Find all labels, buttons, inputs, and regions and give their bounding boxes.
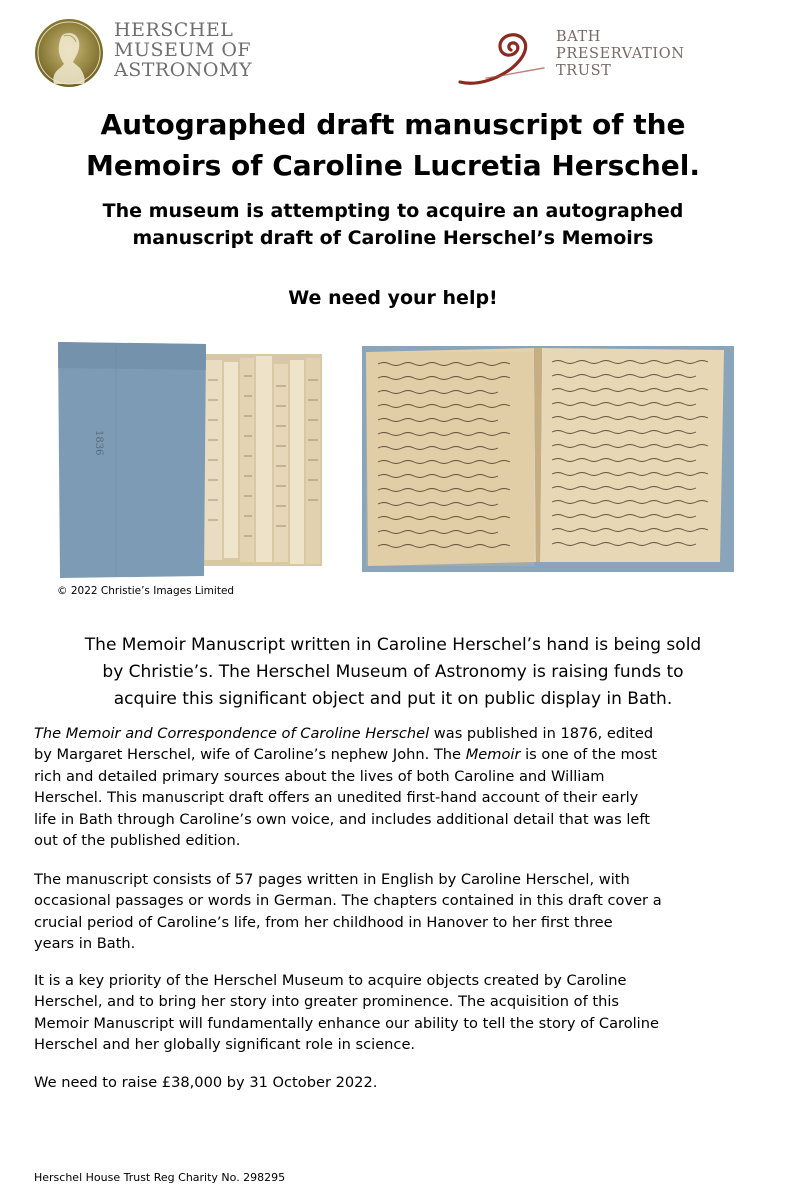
- manuscript-closed-photo: [56, 340, 324, 580]
- portrait-medallion-icon: [34, 18, 104, 88]
- p1-line-4: Herschel. This manuscript draft offers an unedited first-hand account of their early: [34, 789, 639, 807]
- p1-line-2-b: is one of the most: [520, 746, 657, 764]
- p1-line-6: out of the published edition.: [34, 832, 241, 850]
- p3-line-4: Herschel and her globally significant role in science.: [34, 1036, 416, 1054]
- memoir-italic: Memoir: [465, 746, 521, 764]
- logo-left-line-2: MUSEUM OF: [114, 39, 252, 61]
- p1-line-1-rest: was published in 1876, edited: [429, 725, 654, 742]
- fundraising-target: We need to raise £38,000 by 31 October 2022.: [34, 1074, 378, 1091]
- manuscript-open-photo: [356, 340, 738, 574]
- logo-right-line-3: TRUST: [556, 63, 612, 79]
- p1-line-5: life in Bath through Caroline’s own voice, and includes additional detail that was left: [34, 810, 650, 828]
- p3-line-1: It is a key priority of the Herschel Museum to acquire objects created by Caroline: [34, 972, 627, 989]
- p1-line-2-a: by Margaret Herschel, wife of Caroline’s nephew John. The: [34, 746, 466, 764]
- subtitle-line-2: manuscript draft of Caroline Herschel’s Memoirs: [132, 227, 654, 249]
- p1-line-3: rich and detailed primary sources about the lives of both Caroline and William: [34, 767, 605, 785]
- lead-line-1: The Memoir Manuscript written in Caroline Herschel’s hand is being sold: [84, 635, 702, 655]
- subtitle-line-1: The museum is attempting to acquire an autographed: [102, 200, 684, 222]
- p3-line-3: Memoir Manuscript will fundamentally enhance our ability to tell the story of Caroline: [34, 1014, 659, 1032]
- logo-left-line-3: ASTRONOMY: [114, 59, 252, 81]
- help-heading: We need your help!: [288, 287, 498, 309]
- logo-right-line-2: PRESERVATION: [556, 46, 685, 62]
- logo-right-line-1: BATH: [556, 29, 602, 45]
- p1-line-1: [34, 723, 758, 744]
- title-line-2: Memoirs of Caroline Lucretia Herschel.: [85, 149, 701, 182]
- p2-line-3: crucial period of Caroline’s life, from her childhood in Hanover to her first three: [34, 913, 613, 931]
- logo-left-line-1: HERSCHEL: [114, 19, 234, 41]
- herschel-museum-wordmark: [114, 20, 252, 80]
- charity-footer: Herschel House Trust Reg Charity No. 298295: [34, 1171, 286, 1184]
- paragraph-priority: [34, 970, 758, 1056]
- title-line-1: Autographed draft manuscript of the: [100, 108, 686, 141]
- p2-line-1: The manuscript consists of 57 pages written in English by Caroline Herschel, with: [34, 871, 630, 888]
- book-title-italic: The Memoir and Correspondence of Caroline Herschel: [34, 725, 430, 742]
- p3-line-2: Herschel, and to bring her story into greater prominence. The acquisition of this: [34, 993, 619, 1011]
- bath-preservation-trust-logo: [456, 28, 726, 88]
- svg-text:1836: 1836: [93, 430, 104, 456]
- photo-credit: © 2022 Christie’s Images Limited: [57, 585, 235, 597]
- p2-line-4: years in Bath.: [34, 935, 136, 953]
- lead-line-2: by Christie’s. The Herschel Museum of Astronomy is raising funds to: [102, 662, 684, 682]
- bath-preservation-trust-wordmark: [556, 29, 685, 80]
- lead-line-3: acquire this significant object and put it on public display in Bath.: [113, 689, 673, 709]
- page-subtitle: [0, 198, 786, 252]
- lead-paragraph: [20, 632, 766, 713]
- paragraph-manuscript-contents: [34, 869, 758, 955]
- paragraph-publication-history: [34, 723, 758, 851]
- spiral-logo-icon: [456, 28, 554, 88]
- p2-line-2: occasional passages or words in German. The chapters contained in this draft cover a: [34, 892, 662, 910]
- p1-line-2: [34, 744, 758, 765]
- page-title: [0, 104, 786, 186]
- herschel-museum-logo: [34, 18, 284, 88]
